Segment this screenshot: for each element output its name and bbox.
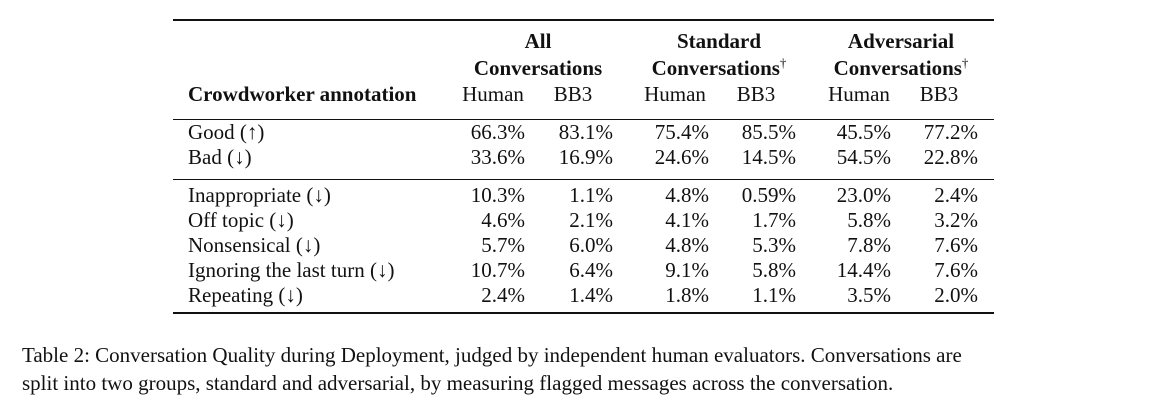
table-cell: 23.0% [836, 183, 891, 207]
table-cell: 4.8% [665, 183, 709, 207]
column-subheader: Human [644, 82, 706, 106]
table-cell: 83.1% [558, 120, 613, 144]
table-cell: 7.6% [934, 233, 978, 257]
table-cell: 75.4% [654, 120, 709, 144]
table-cell: 1.8% [665, 283, 709, 307]
table-cell: 54.5% [836, 145, 891, 169]
group-header-adversarial-line2: Conversations† [833, 55, 969, 80]
row-label: Off topic (↓) [188, 208, 294, 232]
table-cell: 14.5% [741, 145, 796, 169]
row-label: Bad (↓) [188, 145, 252, 169]
table-cell: 16.9% [558, 145, 613, 169]
table-cell: 14.4% [836, 258, 891, 282]
column-subheader: BB3 [736, 82, 776, 106]
table-cell: 7.6% [934, 258, 978, 282]
table-cell: 9.1% [665, 258, 709, 282]
caption-line-1: Table 2: Conversation Quality during Deployment, judged by independent human evaluators. Conversations are [22, 343, 962, 367]
row-header: Crowdworker annotation [188, 82, 417, 106]
row-label: Good (↑) [188, 120, 265, 144]
dagger-mark: † [961, 55, 969, 70]
table-cell: 1.4% [569, 283, 613, 307]
table-cell: 33.6% [470, 145, 525, 169]
table-cell: 6.0% [569, 233, 613, 257]
table-cell: 4.8% [665, 233, 709, 257]
table-cell: 22.8% [923, 145, 978, 169]
table-cell: 5.3% [752, 233, 796, 257]
group-header-standard-line1: Standard [676, 29, 762, 53]
row-label: Inappropriate (↓) [188, 183, 331, 207]
table-bottom-rule [173, 312, 994, 314]
row-label: Repeating (↓) [188, 283, 303, 307]
table-cell: 85.5% [741, 120, 796, 144]
column-subheader: Human [828, 82, 890, 106]
table-cell: 3.2% [934, 208, 978, 232]
table-cell: 1.1% [569, 183, 613, 207]
column-subheader: BB3 [553, 82, 593, 106]
table-cell: 0.59% [741, 183, 796, 207]
column-subheader: Human [462, 82, 524, 106]
table-cell: 2.4% [934, 183, 978, 207]
table-cell: 7.8% [847, 233, 891, 257]
group-header-all-line1: All [524, 29, 552, 53]
table-cell: 6.4% [569, 258, 613, 282]
table-cell: 2.1% [569, 208, 613, 232]
table-top-rule [173, 19, 994, 21]
table-cell: 4.6% [481, 208, 525, 232]
table-cell: 1.1% [752, 283, 796, 307]
table-cell: 4.1% [665, 208, 709, 232]
table-cell: 77.2% [923, 120, 978, 144]
table-cell: 10.3% [470, 183, 525, 207]
table-cell: 3.5% [847, 283, 891, 307]
group-header-standard-line2: Conversations† [651, 55, 787, 80]
row-label: Nonsensical (↓) [188, 233, 321, 257]
table-cell: 45.5% [836, 120, 891, 144]
row-label: Ignoring the last turn (↓) [188, 258, 395, 282]
table-cell: 5.8% [752, 258, 796, 282]
table-cell: 5.8% [847, 208, 891, 232]
table-cell: 2.0% [934, 283, 978, 307]
table-section-rule [173, 179, 994, 180]
table-cell: 66.3% [470, 120, 525, 144]
dagger-mark: † [779, 55, 787, 70]
table-caption [22, 341, 1162, 397]
caption-line-2: split into two groups, standard and adversarial, by measuring flagged messages across the conversation. [22, 371, 894, 395]
column-subheader: BB3 [919, 82, 959, 106]
table-cell: 10.7% [470, 258, 525, 282]
table-cell: 2.4% [481, 283, 525, 307]
table-cell: 1.7% [752, 208, 796, 232]
table-cell: 5.7% [481, 233, 525, 257]
table-cell: 24.6% [654, 145, 709, 169]
group-header-all-line2: Conversations [473, 56, 603, 80]
group-header-adversarial-line1: Adversarial [847, 29, 955, 53]
